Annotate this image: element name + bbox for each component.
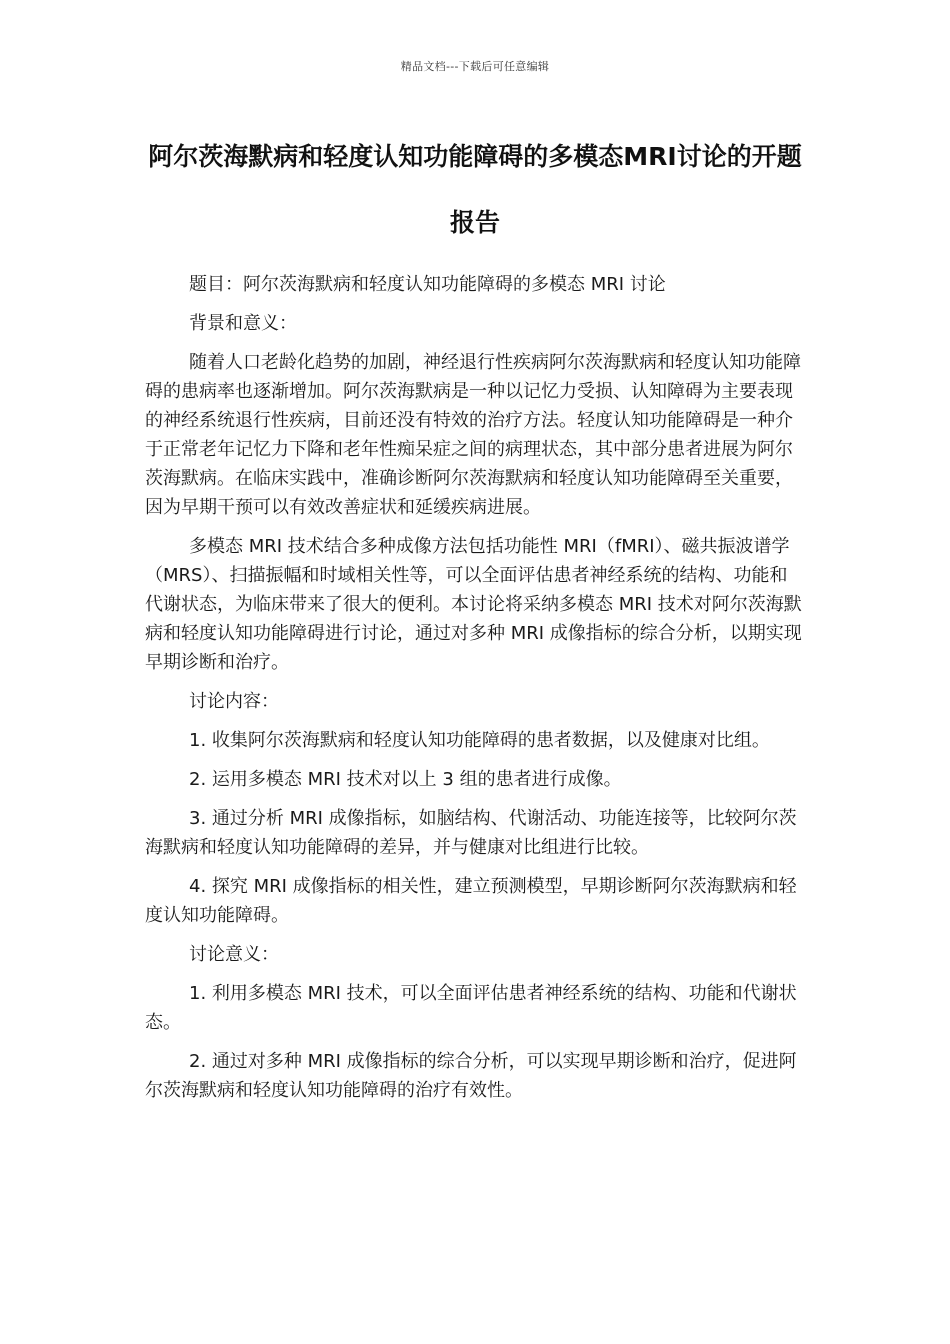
page-header: 精品文档---下载后可任意编辑 [400, 60, 550, 73]
background-heading: 背景和意义： [189, 313, 297, 334]
content-item-1: 1. 收集阿尔茨海默病和轻度认知功能障碍的患者数据，以及健康对比组。 [189, 730, 770, 751]
document-title: 阿尔茨海默病和轻度认知功能障碍的多模态MRI讨论的开题报告 [148, 142, 802, 237]
background-paragraph-1: 随着人口老龄化趋势的加剧，神经退行性疾病阿尔茨海默病和轻度认知功能障碍的患病率也逐渐增加。阿尔茨海默病是一种以记忆力受损、认知障碍为主要表现的神经系统退行性疾病，目前还没有特效的治疗方法。轻度认知功能障碍是一种介于正常老年记忆力下降和老年性痴呆症之间的病理状态，其中部分患者进展为阿尔茨海默病。在临床实践中，准确诊断阿尔茨海默病和轻度认知功能障碍至关重要，因为早期干预可以有效改善症状和延缓疾病进展。 [145, 352, 801, 518]
content-heading: 讨论内容： [189, 691, 279, 712]
document-body [145, 266, 805, 1115]
significance-heading: 讨论意义： [189, 944, 279, 965]
content-item-4: 4. 探究 MRI 成像指标的相关性，建立预测模型，早期诊断阿尔茨海默病和轻度认知功能障碍。 [145, 876, 797, 926]
significance-item-1: 1. 利用多模态 MRI 技术，可以全面评估患者神经系统的结构、功能和代谢状态。 [145, 983, 797, 1033]
content-item-3: 3. 通过分析 MRI 成像指标，如脑结构、代谢活动、功能连接等，比较阿尔茨海默病和轻度认知功能障碍的差异，并与健康对比组进行比较。 [145, 808, 797, 858]
topic-line: 题目：阿尔茨海默病和轻度认知功能障碍的多模态 MRI 讨论 [189, 274, 666, 295]
background-paragraph-2: 多模态 MRI 技术结合多种成像方法包括功能性 MRI（fMRI）、磁共振波谱学（MRS）、扫描振幅和时域相关性等，可以全面评估患者神经系统的结构、功能和代谢状态，为临床带来了很大的便利。本讨论将采纳多模态 MRI 技术对阿尔茨海默病和轻度认知功能障碍进行讨论，通过对多种 MRI 成像指标的综合分析，以期实现早期诊断和治疗。 [145, 536, 802, 673]
significance-item-2: 2. 通过对多种 MRI 成像指标的综合分析，可以实现早期诊断和治疗，促进阿尔茨海默病和轻度认知功能障碍的治疗有效性。 [145, 1051, 797, 1101]
content-item-2: 2. 运用多模态 MRI 技术对以上 3 组的患者进行成像。 [189, 769, 622, 790]
